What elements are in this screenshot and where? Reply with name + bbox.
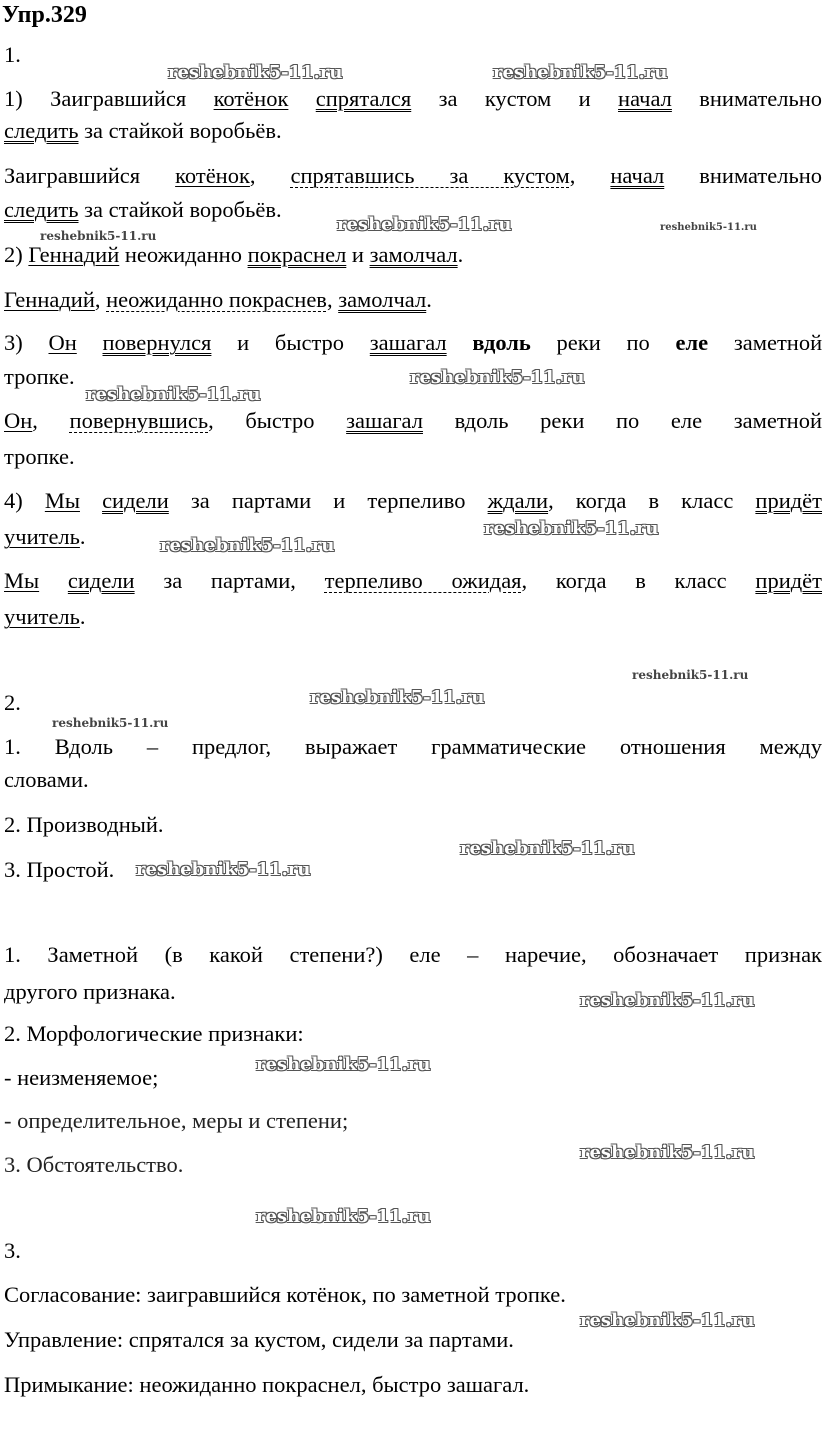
watermark: reshebnik5-11.ru [410, 367, 585, 388]
analysis-3: 3. Простой. [4, 857, 115, 882]
watermark: reshebnik5-11.ru [660, 222, 757, 233]
watermark: reshebnik5-11.ru [310, 687, 485, 708]
subject: учитель [4, 604, 80, 629]
analysis-b-1-line-1: 1. Заметной (в какой степени?) еле – наречие, обозначает признак [4, 942, 822, 967]
predicate: начал [610, 163, 665, 188]
watermark: reshebnik5-11.ru [337, 214, 512, 235]
subject: учитель [4, 524, 80, 549]
exercise-title: Упр.329 [2, 2, 87, 28]
watermark: reshebnik5-11.ru [52, 716, 169, 730]
predicate: зашагал [369, 330, 447, 355]
sentence-6-line-2: тропке. [4, 444, 75, 469]
predicate: покраснел [247, 242, 347, 267]
analysis-b-4: - определительное, меры и степени; [4, 1108, 349, 1133]
sentence-2-line-2: следить за стайкой воробьёв. [4, 197, 282, 222]
predicate: сидели [102, 488, 169, 513]
watermark: reshebnik5-11.ru [460, 838, 635, 859]
sentence-3: 2) Геннадий неожиданно покраснел и замолчал. [4, 242, 464, 267]
watermark: reshebnik5-11.ru [40, 229, 157, 243]
watermark: reshebnik5-11.ru [136, 859, 311, 880]
sentence-5-line-2: тропке. [4, 364, 75, 389]
participle: повернувшись [69, 408, 209, 433]
analysis-1-line-1: 1. Вдоль – предлог, выражает грамматические отношения между [4, 734, 822, 759]
predicate: замолчал [369, 242, 458, 267]
subject: котёнок [175, 163, 250, 188]
watermark: reshebnik5-11.ru [160, 535, 335, 556]
subject: котёнок [213, 86, 289, 111]
links-government: Управление: спрятался за кустом, сидели за партами. [4, 1327, 514, 1352]
subject: Мы [4, 568, 40, 593]
links-adjoining: Примыкание: неожиданно покраснел, быстро зашагал. [4, 1372, 530, 1397]
predicate: зашагал [346, 408, 423, 433]
predicate: придёт [755, 568, 823, 593]
predicate: следить [4, 118, 79, 143]
subject: Мы [44, 488, 80, 513]
sentence-8-line-2: учитель. [4, 604, 86, 629]
predicate: следить [4, 197, 79, 222]
sentence-2-line-1: Заигравшийся котёнок, спрятавшись за кустом, начал внимательно [4, 163, 823, 188]
sentence-1-line-2: следить за стайкой воробьёв. [4, 118, 282, 143]
participle-phrase: терпеливо ожидая [324, 568, 522, 593]
subject: Геннадий [4, 287, 95, 312]
predicate: начал [618, 86, 672, 111]
watermark: reshebnik5-11.ru [580, 1310, 755, 1331]
watermark: reshebnik5-11.ru [580, 1142, 755, 1163]
participle-phrase: спрятавшись за кустом [290, 163, 570, 188]
sentence-7-line-1: 4) Мы сидели за партами и терпеливо ждали, когда в класс придёт [4, 488, 823, 513]
analysis-1-line-2: словами. [4, 767, 89, 792]
sentence-8-line-1: Мы сидели за партами, терпеливо ожидая, когда в класс придёт [4, 568, 823, 593]
subject: Он [48, 330, 77, 355]
subject: Он [4, 408, 33, 433]
watermark: reshebnik5-11.ru [484, 518, 659, 539]
participle-phrase: неожиданно покраснев [106, 287, 327, 312]
analysis-2: 2. Производный. [4, 812, 164, 837]
section-2-number: 2. [4, 690, 21, 715]
predicate: ждали [487, 488, 549, 513]
predicate: спрятался [315, 86, 412, 111]
sentence-1-line-1: 1) Заигравшийся котёнок спрятался за кустом и начал внимательно [4, 86, 823, 111]
sentence-4: Геннадий, неожиданно покраснев, замолчал. [4, 287, 432, 312]
watermark: reshebnik5-11.ru [256, 1054, 431, 1075]
watermark: reshebnik5-11.ru [493, 62, 668, 83]
sentence-5-line-1: 3) Он повернулся и быстро зашагал вдоль реки по еле заметной [4, 330, 823, 355]
watermark: reshebnik5-11.ru [168, 62, 343, 83]
predicate: сидели [67, 568, 135, 593]
predicate: придёт [755, 488, 823, 513]
analysis-b-1-line-2: другого признака. [4, 979, 176, 1004]
predicate: повернулся [102, 330, 212, 355]
analysis-b-3: - неизменяемое; [4, 1065, 159, 1090]
predicate: замолчал [338, 287, 427, 312]
analysis-b-5: 3. Обстоятельство. [4, 1152, 184, 1177]
sentence-7-line-2: учитель. [4, 524, 86, 549]
analysis-b-2: 2. Морфологические признаки: [4, 1021, 304, 1046]
watermark: reshebnik5-11.ru [86, 384, 261, 405]
links-agreement: Согласование: заигравшийся котёнок, по заметной тропке. [4, 1282, 566, 1307]
section-3-number: 3. [4, 1238, 21, 1263]
sentence-6-line-1: Он, повернувшись, быстро зашагал вдоль реки по еле заметной [4, 408, 822, 433]
watermark: reshebnik5-11.ru [632, 668, 749, 682]
watermark: reshebnik5-11.ru [256, 1206, 431, 1227]
subject: Геннадий [28, 242, 120, 267]
section-1-number: 1. [4, 42, 21, 67]
watermark: reshebnik5-11.ru [580, 990, 755, 1011]
